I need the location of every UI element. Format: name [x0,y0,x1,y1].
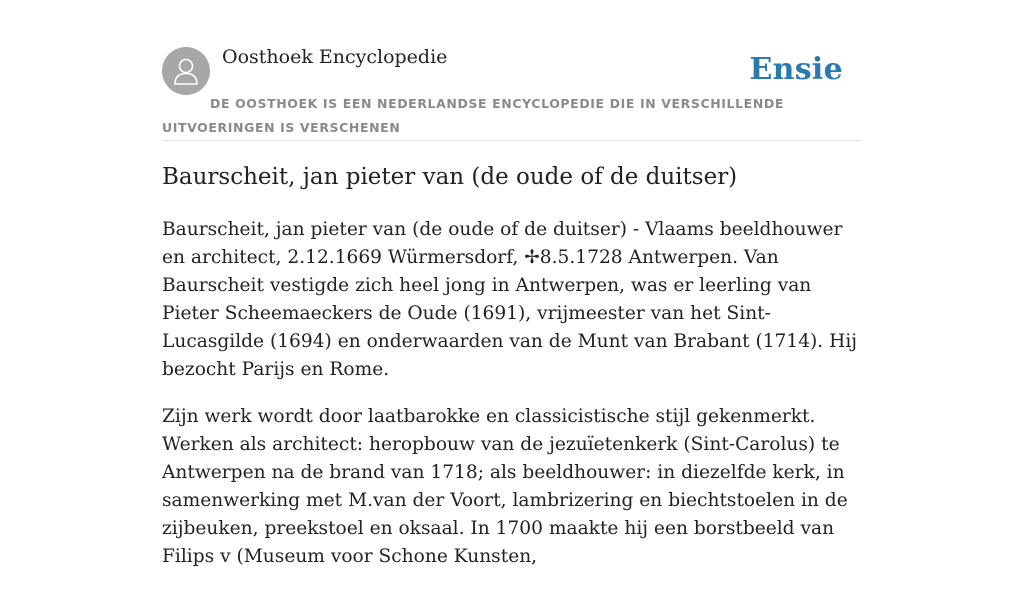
source-description: DE OOSTHOEK IS EEN NEDERLANDSE ENCYCLOPEDIE DIE IN VERSCHILLENDE UITVOERINGEN IS VERSCHENEN [162,96,784,135]
article-title: Baurscheit, jan pieter van (de oude of de duitser) [162,164,738,190]
article-paragraph: Zijn werk wordt door laatbarokke en classicistische stijl gekenmerkt. Werken als architect: heropbouw van de jezuïetenkerk (Sint-Carolus) te Antwerpen na de brand van 1718; als beeldhouwer: in diezelfde kerk, in samenwerking met M.van der Voort, lambrizering en biechtstoelen in de zijbeuken, preekstoel en oksaal. In 1700 maakte hij een borstbeeld van Filips v (Museum voor Schone Kunsten, [162,406,848,567]
source-header [162,0,862,141]
avatar[interactable] [162,47,210,95]
source-name-link[interactable]: Oosthoek Encyclopedie [222,46,448,68]
user-silhouette-icon [172,56,200,86]
brand-logo[interactable]: Ensie [749,52,843,87]
article-paragraph: Baurscheit, jan pieter van (de oude of de duitser) - Vlaams beeldhouwer en architect, 2.12.1669 Würmersdorf, ✢8.5.1728 Antwerpen. Van Baurscheit vestigde zich heel jong in Antwerpen, was er leerling van Pieter Scheemaeckers de Oude (1691), vrijmeester van het Sint-Lucasgilde (1694) en onderwaarden van de Munt van Brabant (1714). Hij bezocht Parijs en Rome. [162,219,858,380]
article-body [162,216,862,590]
page-container [162,0,862,567]
